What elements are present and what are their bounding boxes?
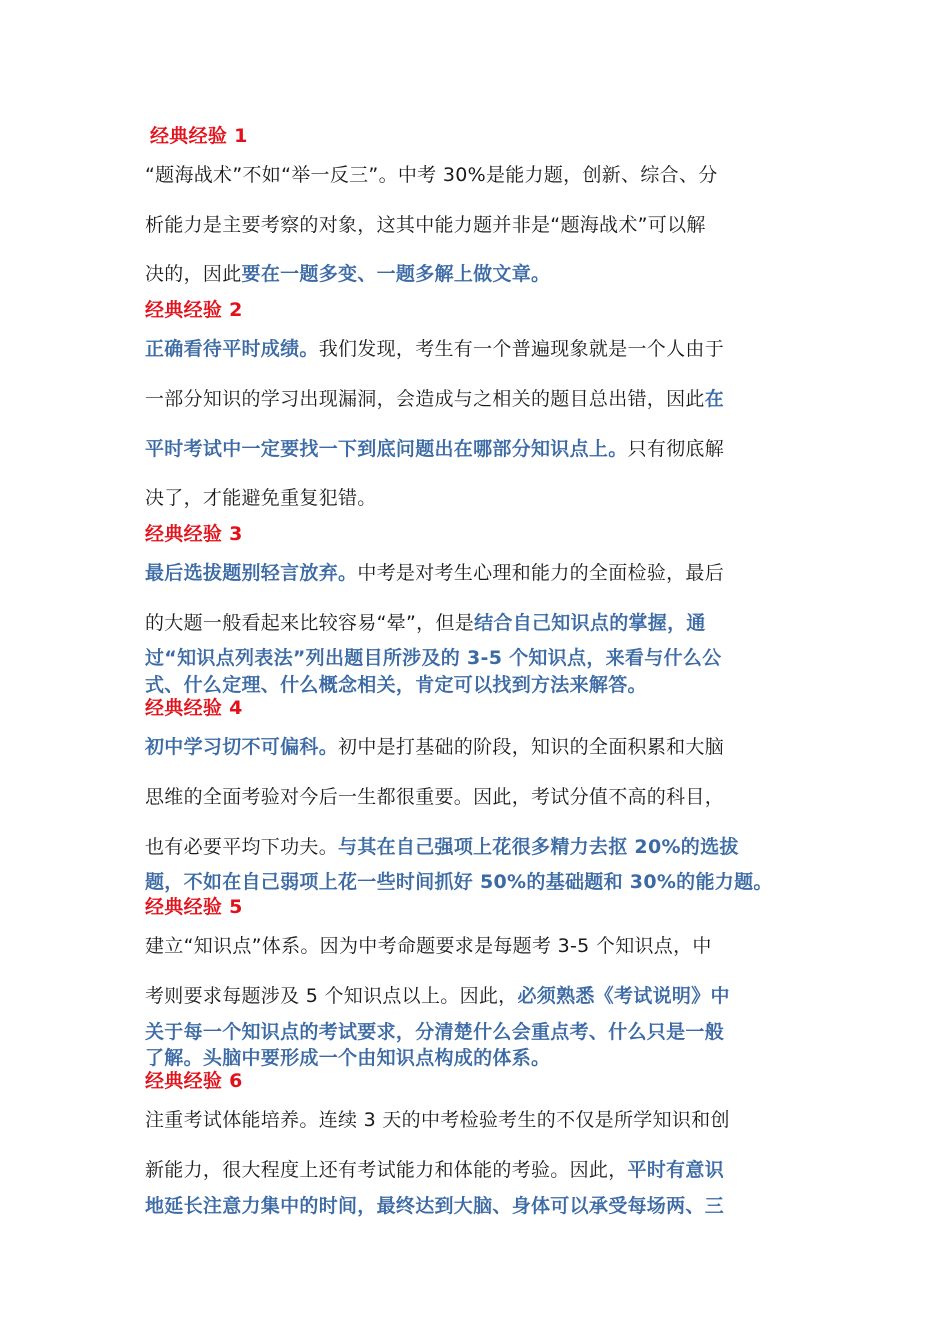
section-5-line-4: 了解。头脑中要形成一个由知识点构成的体系。 (145, 1047, 551, 1069)
section-3-heading: 经典经验 3 (145, 523, 243, 545)
section-3-line-2: 的大题一般看起来比较容易“晕”，但是结合自己知识点的掌握，通 (145, 612, 706, 634)
section-4-line-4: 题，不如在自己弱项上花一些时间抓好 50%的基础题和 30%的能力题。 (145, 871, 773, 893)
section-6-line-3: 地延长注意力集中的时间，最终达到大脑、身体可以承受每场两、三 (145, 1195, 725, 1217)
section-1-heading: 经典经验 1 (150, 125, 248, 147)
section-5-line-2: 考则要求每题涉及 5 个知识点以上。因此，必须熟悉《考试说明》中 (145, 985, 730, 1007)
section-5-heading: 经典经验 5 (145, 896, 243, 918)
section-2-line-2: 一部分知识的学习出现漏洞，会造成与之相关的题目总出错，因此在 (145, 388, 725, 410)
section-1-line-2: 析能力是主要考察的对象，这其中能力题并非是“题海战术”可以解 (145, 214, 706, 236)
section-2-line-1: 正确看待平时成绩。我们发现，考生有一个普遍现象就是一个人由于 (145, 338, 725, 360)
section-2-line-3: 平时考试中一定要找一下到底问题出在哪部分知识点上。只有彻底解 (145, 438, 725, 460)
section-4-line-2: 思维的全面考验对今后一生都很重要。因此，考试分值不高的科目， (145, 786, 725, 808)
section-6-line-2: 新能力，很大程度上还有考试能力和体能的考验。因此，平时有意识 (145, 1159, 725, 1181)
section-3-line-1: 最后选拔题别轻言放弃。中考是对考生心理和能力的全面检验，最后 (145, 562, 725, 584)
section-3-line-3: 过“知识点列表法”列出题目所涉及的 3-5 个知识点，来看与什么公 (145, 647, 722, 669)
section-4-line-1: 初中学习切不可偏科。初中是打基础的阶段，知识的全面积累和大脑 (145, 736, 725, 758)
section-6-line-1: 注重考试体能培养。连续 3 天的中考检验考生的不仅是所学知识和创 (145, 1109, 730, 1131)
section-2-line-4: 决了，才能避免重复犯错。 (145, 487, 377, 509)
section-1-line-1: “题海战术”不如“举一反三”。中考 30%是能力题，创新、综合、分 (145, 164, 718, 186)
section-5-line-3: 关于每一个知识点的考试要求，分清楚什么会重点考、什么只是一般 (145, 1021, 725, 1043)
section-6-heading: 经典经验 6 (145, 1070, 243, 1092)
section-1-line-3: 决的，因此要在一题多变、一题多解上做文章。 (145, 263, 551, 285)
section-5-line-1: 建立“知识点”体系。因为中考命题要求是每题考 3-5 个知识点，中 (145, 935, 712, 957)
section-4-line-3: 也有必要平均下功夫。与其在自己强项上花很多精力去抠 20%的选拔 (145, 836, 739, 858)
section-4-heading: 经典经验 4 (145, 697, 243, 719)
section-3-line-4: 式、什么定理、什么概念相关，肯定可以找到方法来解答。 (145, 674, 647, 696)
section-2-heading: 经典经验 2 (145, 299, 243, 321)
